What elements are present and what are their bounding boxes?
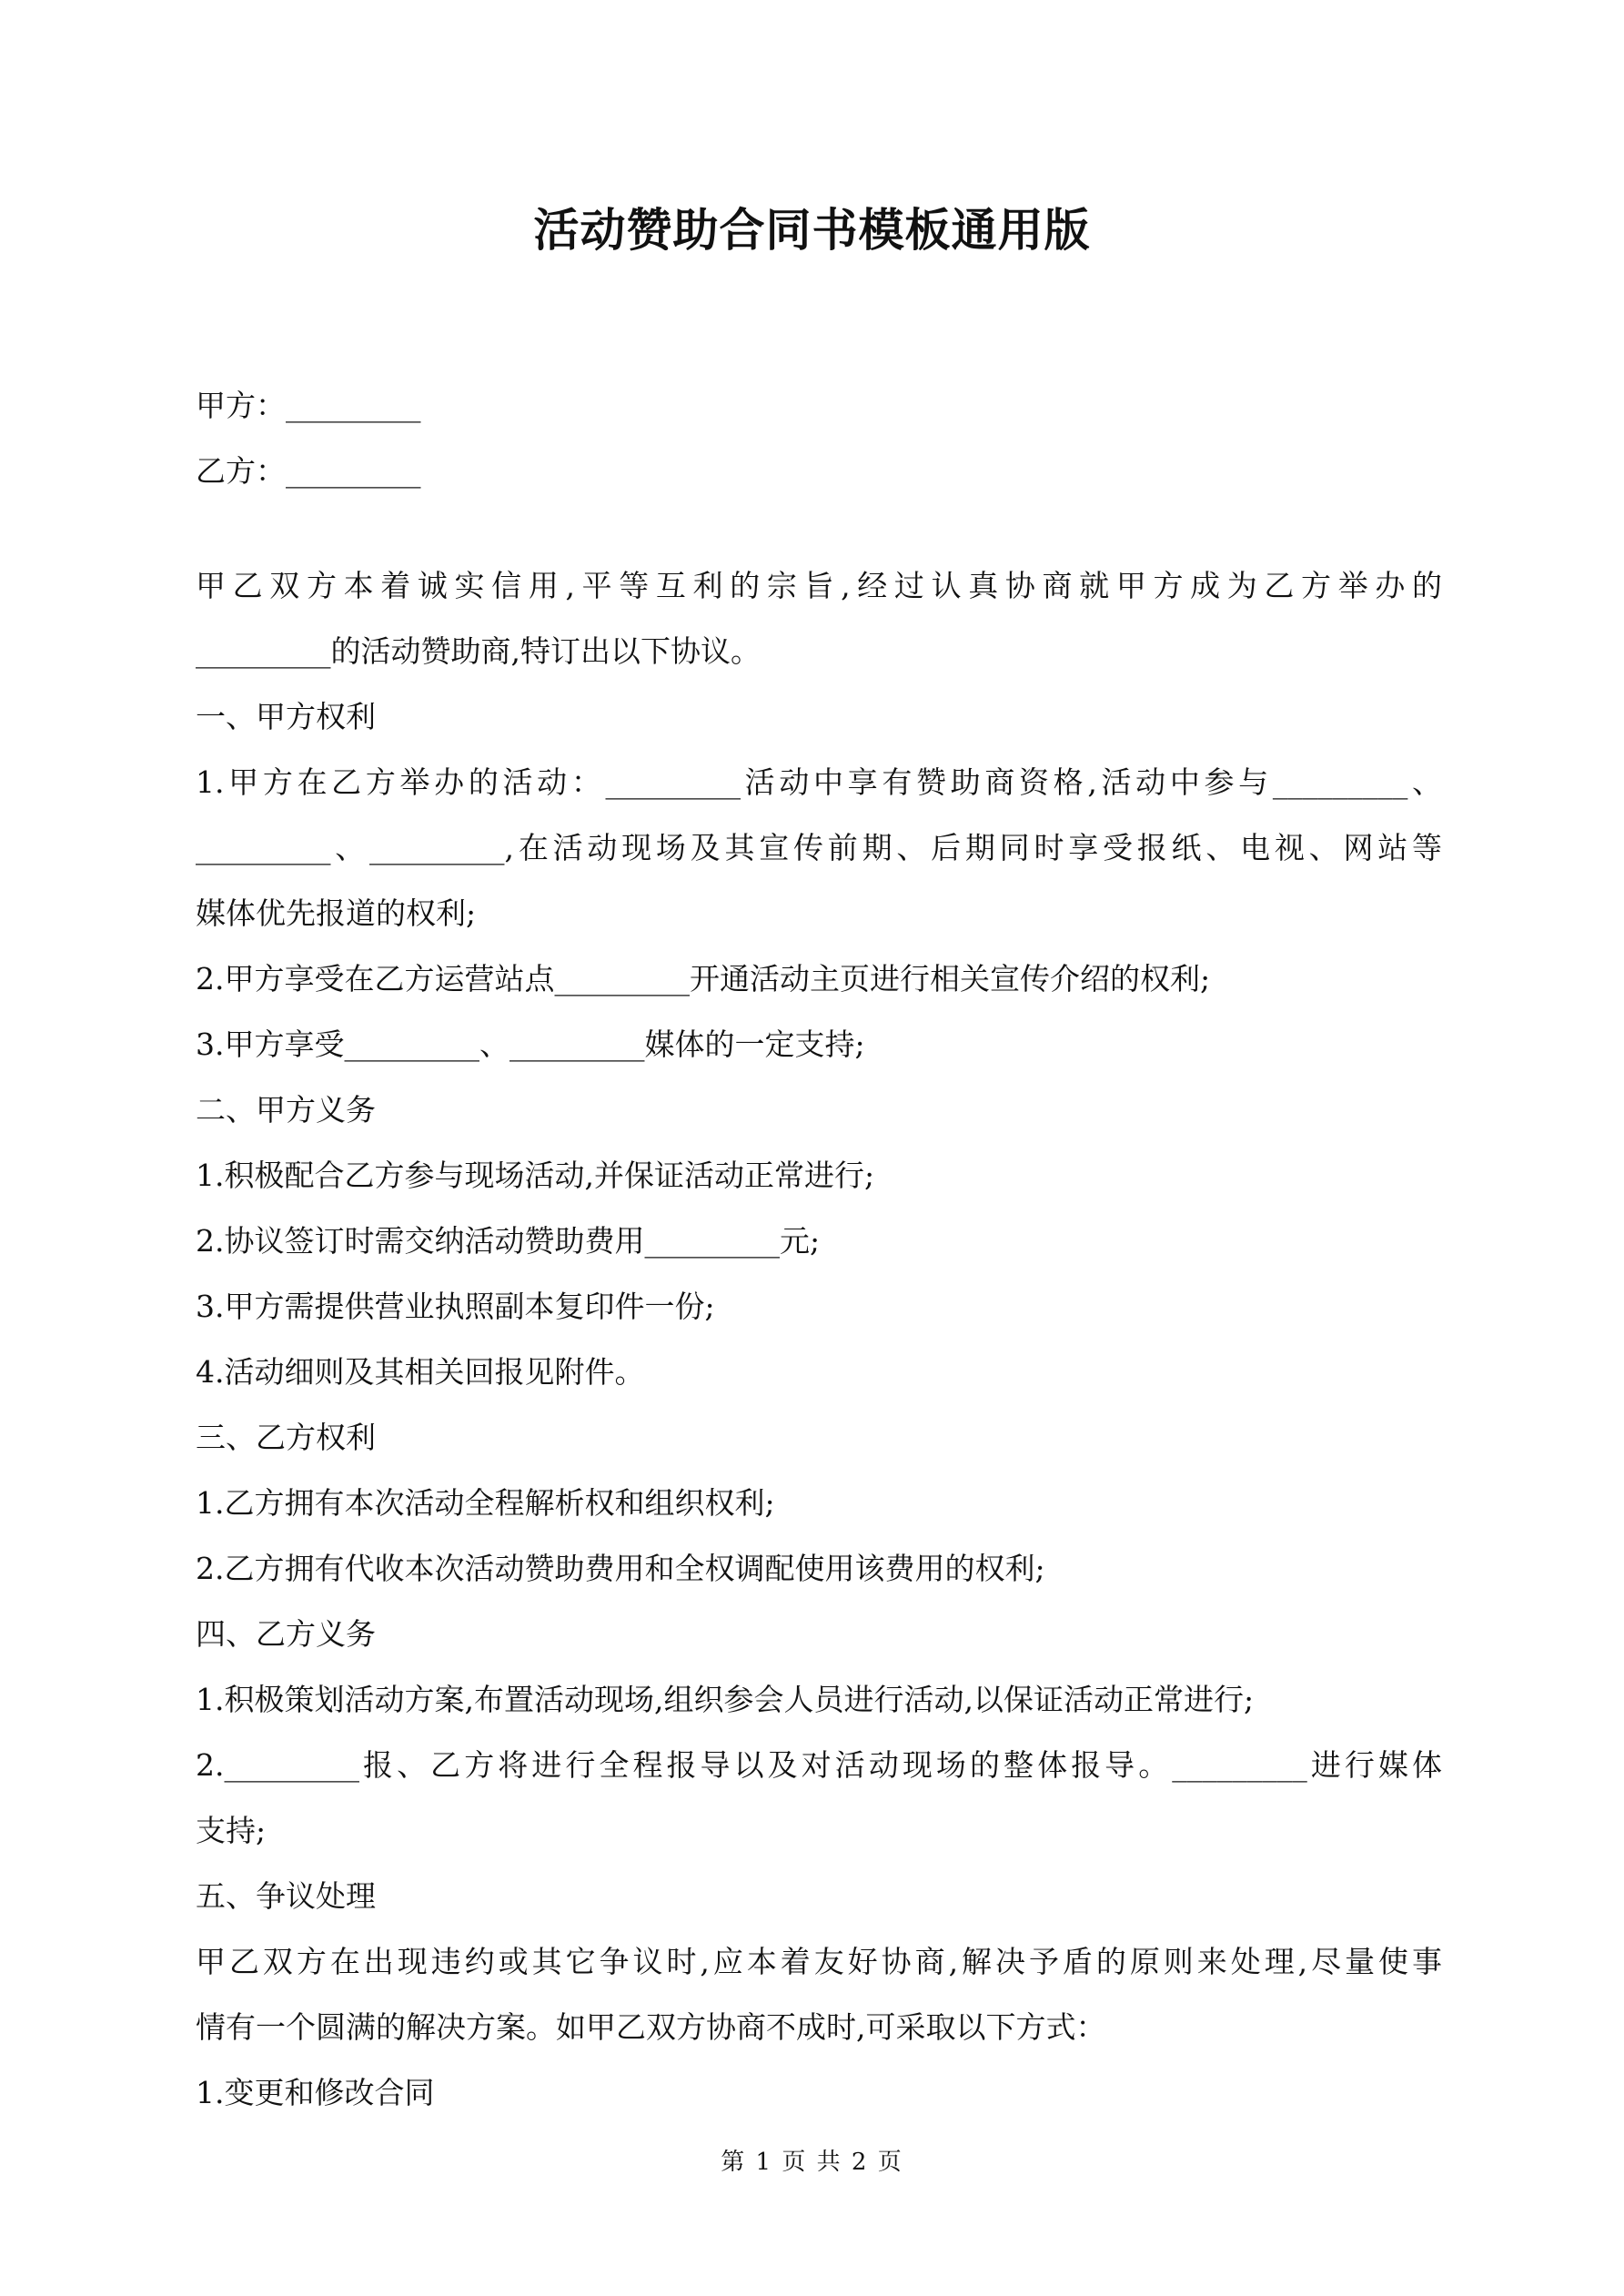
clause-2-2: 2.协议签订时需交纳活动赞助费用_________元; xyxy=(196,1223,821,1259)
document-body xyxy=(196,373,1442,2126)
party-a-line: 甲方：_________ xyxy=(196,388,421,423)
party-b-line: 乙方：_________ xyxy=(196,453,421,489)
clause-4-2-line-2: 支持; xyxy=(196,1813,267,1848)
clause-2-4: 4.活动细则及其相关回报见附件。 xyxy=(196,1354,645,1390)
clause-1-1-line-2: _________、_________,在活动现场及其宣传前期、后期同时享受报纸、电视、网站等 xyxy=(196,830,1442,865)
clause-3-1: 1.乙方拥有本次活动全程解析权和组织权利; xyxy=(196,1485,775,1521)
clause-2-3: 3.甲方需提供营业执照副本复印件一份; xyxy=(196,1289,715,1324)
clause-2-1: 1.积极配合乙方参与现场活动,并保证活动正常进行; xyxy=(196,1158,875,1193)
section-heading-5: 五、争议处理 xyxy=(196,1878,376,1914)
clause-5-1: 1.变更和修改合同 xyxy=(196,2075,435,2110)
clause-3-2: 2.乙方拥有代收本次活动赞助费用和全权调配使用该费用的权利; xyxy=(196,1551,1045,1586)
clause-1-1-line-1: 1.甲方在乙方举办的活动：_________活动中享有赞助商资格,活动中参与_________、 xyxy=(196,764,1442,800)
clause-1-2: 2.甲方享受在乙方运营站点_________开通活动主页进行相关宣传介绍的权利; xyxy=(196,961,1211,996)
clause-1-3: 3.甲方享受_________、_________媒体的一定支持; xyxy=(196,1027,865,1062)
document-title: 活动赞助合同书模板通用版 xyxy=(533,203,1091,257)
section-heading-2: 二、甲方义务 xyxy=(196,1092,376,1128)
clause-4-2-line-1: 2._________报、乙方将进行全程报导以及对活动现场的整体报导。_________进行媒体 xyxy=(196,1747,1442,1783)
section-heading-1: 一、甲方权利 xyxy=(196,699,376,734)
clause-1-1-line-3: 媒体优先报道的权利; xyxy=(196,895,477,931)
dispute-line-1: 甲乙双方在出现违约或其它争议时,应本着友好协商,解决予盾的原则来处理,尽量使事 xyxy=(196,1944,1442,1979)
preamble-line-2: _________的活动赞助商,特订出以下协议。 xyxy=(196,633,761,669)
spacer xyxy=(196,504,1442,553)
dispute-line-2: 情有一个圆满的解决方案。如甲乙双方协商不成时,可采取以下方式： xyxy=(196,2009,1106,2045)
preamble-line-1: 甲乙双方本着诚实信用,平等互利的宗旨,经过认真协商就甲方成为乙方举办的 xyxy=(196,568,1442,603)
section-heading-3: 三、乙方权利 xyxy=(196,1420,376,1455)
clause-4-1: 1.积极策划活动方案,布置活动现场,组织参会人员进行活动,以保证活动正常进行; xyxy=(196,1682,1255,1717)
section-heading-4: 四、乙方义务 xyxy=(196,1616,376,1652)
page-number-footer: 第 1 页 共 2 页 xyxy=(721,2149,903,2176)
